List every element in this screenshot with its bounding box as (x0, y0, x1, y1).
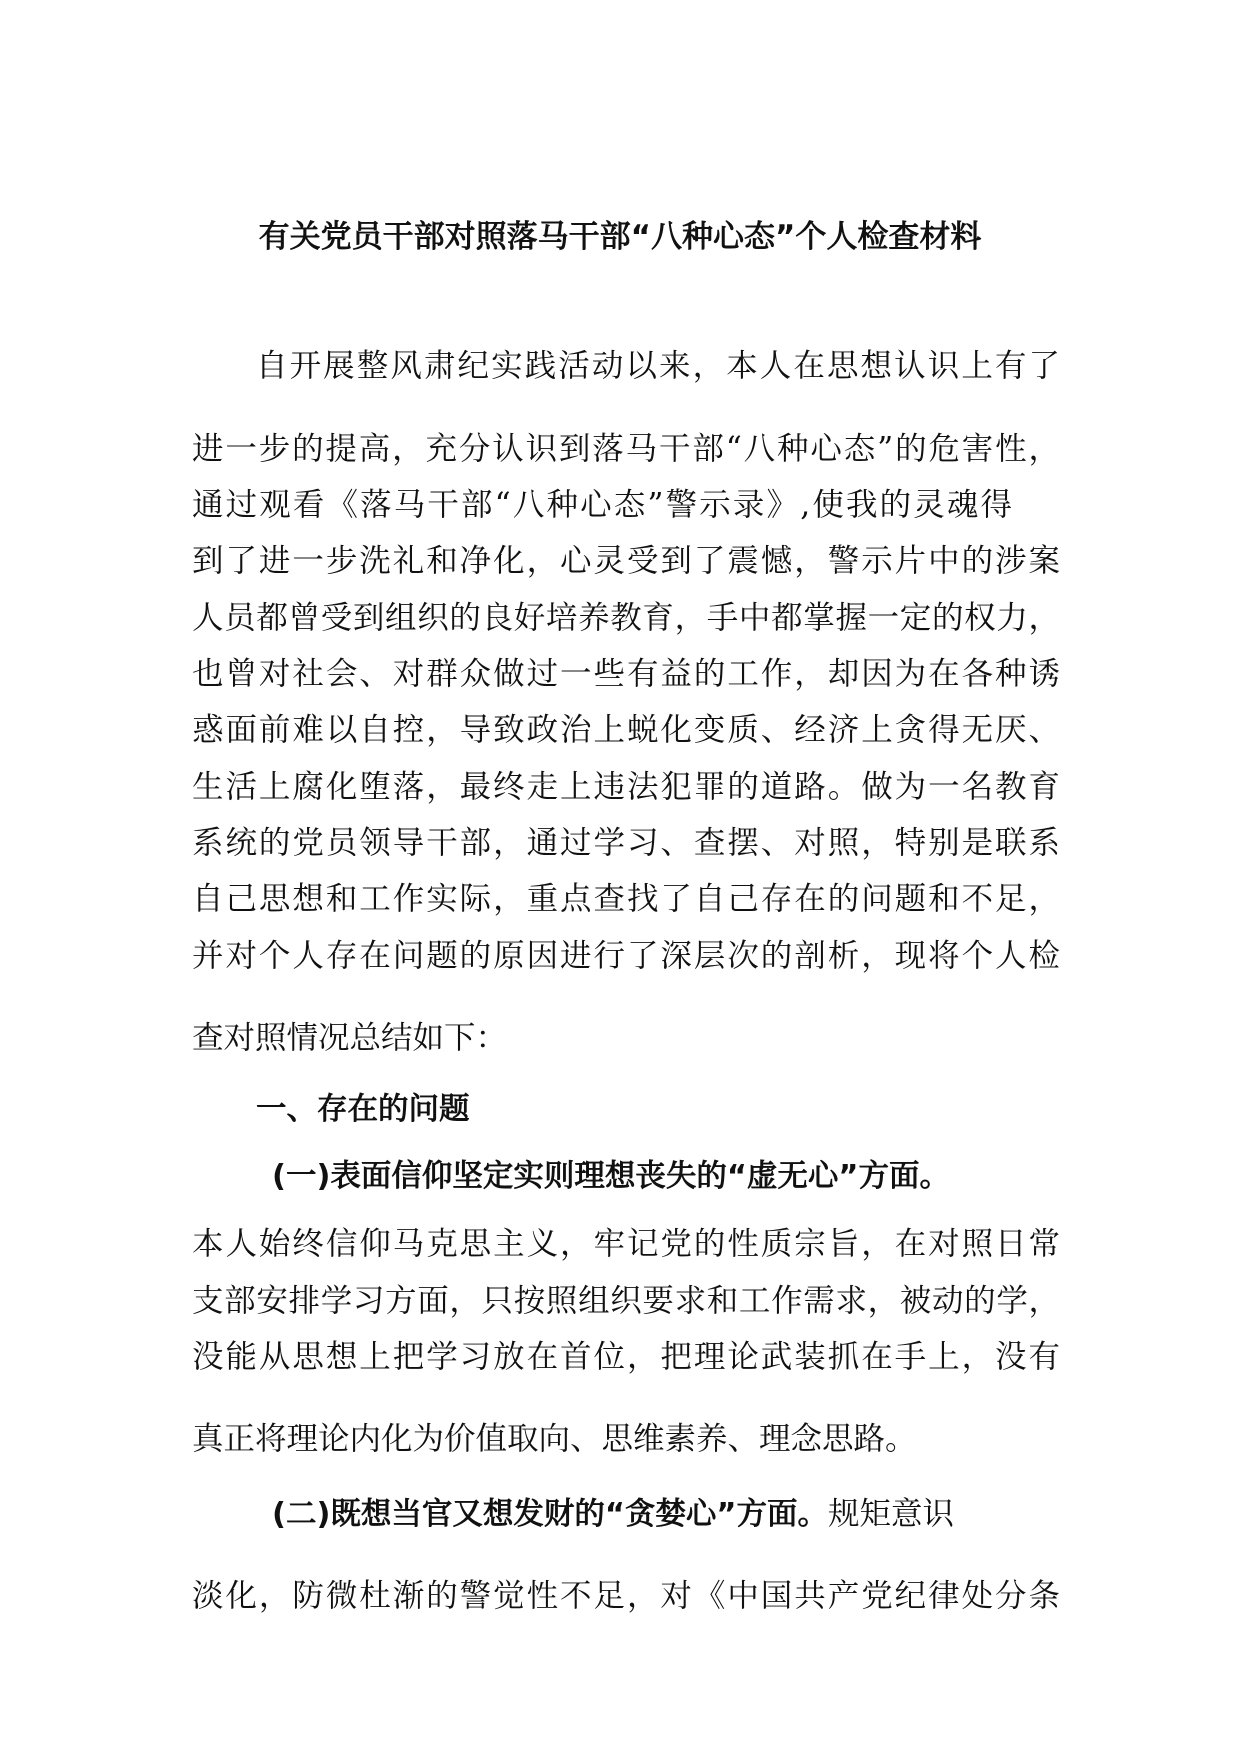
intro-line-11: 并对个人存在问题的原因进行了深层次的剖析，现将个人检 (192, 938, 1060, 974)
item1-heading: (一)表面信仰坚定实则理想丧失的“虚无心”方面。 (272, 1159, 950, 1194)
intro-line-1: 自开展整风肃纪实践活动以来，本人在思想认识上有了 (256, 348, 1060, 384)
item1-line-3: 没能从思想上把学习放在首位，把理论武装抓在手上，没有 (192, 1339, 1060, 1375)
item2-heading: (二)既想当官又想发财的“贪婪心”方面。 (272, 1497, 828, 1532)
intro-line-3: 通过观看《落马干部“八种心态”警示录》,使我的灵魂得 (192, 487, 1012, 523)
intro-line-9: 系统的党员领导干部，通过学习、查摆、对照，特别是联系 (192, 825, 1060, 861)
intro-line-8: 生活上腐化堕落，最终走上违法犯罪的道路。做为一名教育 (192, 769, 1060, 805)
item1-line-2: 支部安排学习方面，只按照组织要求和工作需求，被动的学， (192, 1283, 1060, 1319)
intro-line-6: 也曾对社会、对群众做过一些有益的工作，却因为在各种诱 (192, 656, 1060, 692)
intro-line-2: 进一步的提高，充分认识到落马干部“八种心态”的危害性， (192, 431, 1060, 467)
intro-line-12: 查对照情况总结如下： (192, 1020, 508, 1056)
intro-line-10: 自己思想和工作实际，重点查找了自己存在的问题和不足， (192, 881, 1060, 917)
item2-heading-line (272, 1489, 1062, 1539)
item2-heading-tail: 规矩意识 (827, 1496, 954, 1532)
intro-line-4: 到了进一步洗礼和净化，心灵受到了震憾，警示片中的涉案 (192, 543, 1060, 579)
intro-line-5: 人员都曾受到组织的良好培养教育，手中都掌握一定的权力， (192, 600, 1060, 636)
document-title: 有关党员干部对照落马干部“八种心态”个人检查材料 (258, 219, 982, 255)
item1-line-4: 真正将理论内化为价值取向、思维素养、理念思路。 (192, 1421, 917, 1457)
item1-line-1: 本人始终信仰马克思主义，牢记党的性质宗旨，在对照日常 (192, 1226, 1060, 1262)
section-heading-problems: 一、存在的问题 (256, 1092, 470, 1127)
item2-line-1: 淡化，防微杜渐的警觉性不足，对《中国共产党纪律处分条 (192, 1578, 1060, 1614)
intro-line-7: 惑面前难以自控，导致政治上蜕化变质、经济上贪得无厌、 (192, 712, 1060, 748)
